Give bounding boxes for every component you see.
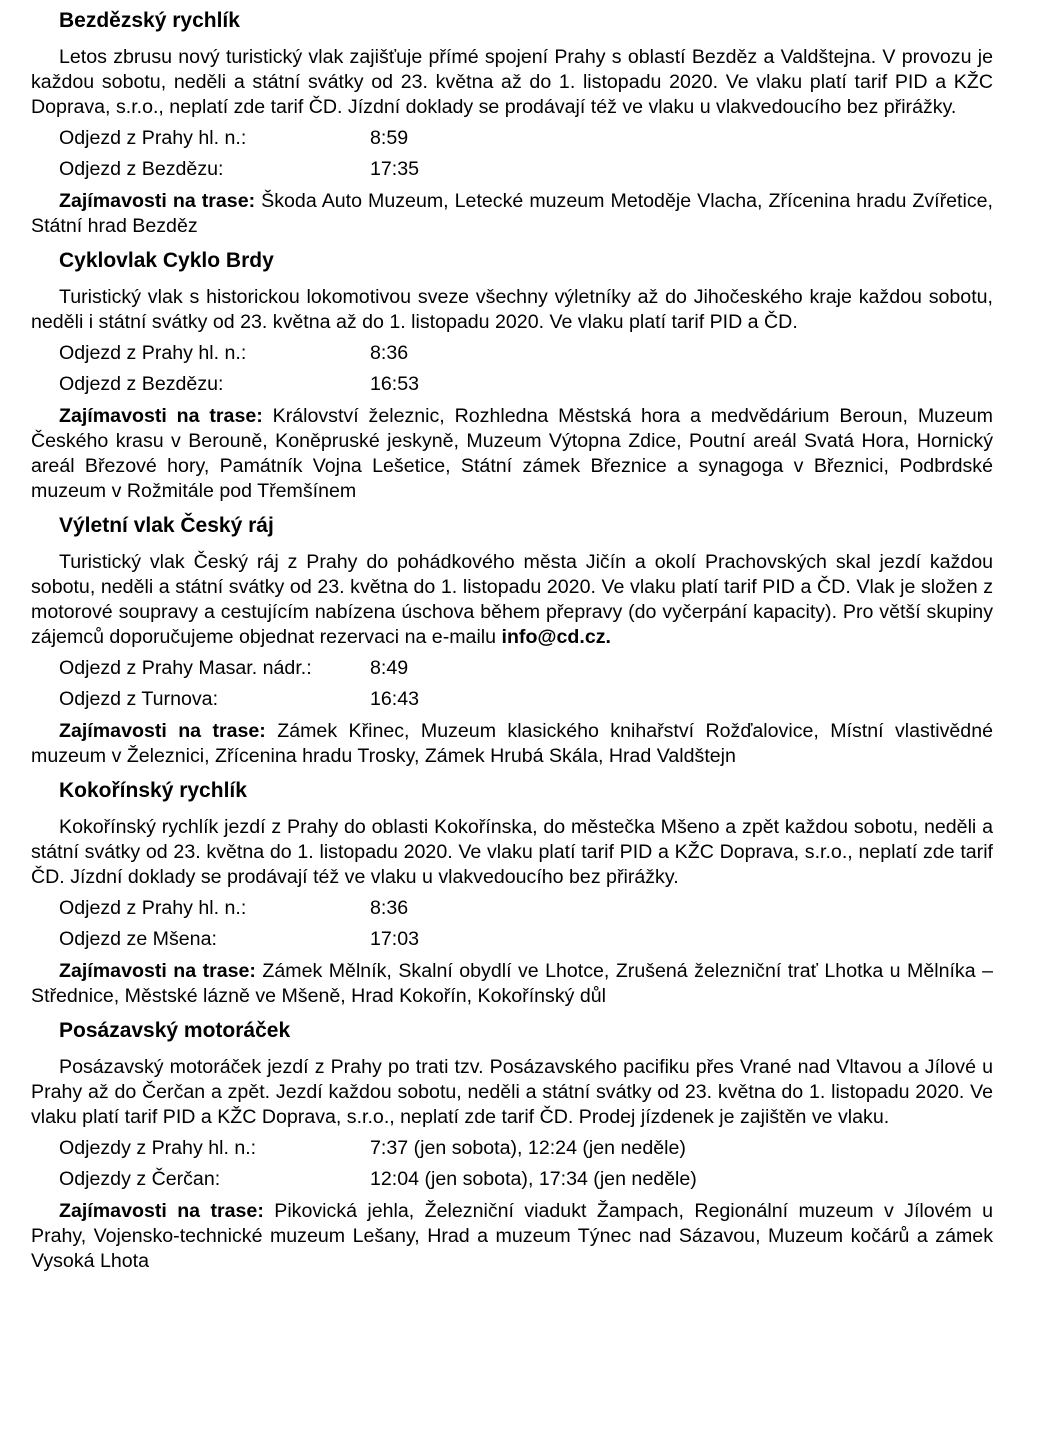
departure-label: Odjezd z Turnova: xyxy=(59,688,219,710)
email-link[interactable]: info@cd.cz. xyxy=(501,626,611,648)
departure-time: 16:53 xyxy=(370,373,420,395)
attractions-list: Zámek Mělník, Skalní obydlí ve Lhotce, Zrušená železniční trať Lhotka u Mělníka – Střednice, Městské lázně ve Mšeně, Hrad Kokořín, Kokořínský důl xyxy=(31,960,993,1007)
departure-time: 16:43 xyxy=(370,688,420,710)
attractions-label: Zajímavosti na trase: xyxy=(59,190,256,212)
departure-row xyxy=(31,1136,993,1161)
departure-label: Odjezd z Prahy hl. n.: xyxy=(59,127,247,149)
attractions-list: Zámek Křinec, Muzeum klasického knihařství Rožďalovice, Místní vlastivědné muzeum v Železnici, Zřícenina hradu Trosky, Zámek Hrubá Skála, Hrad Valdštejn xyxy=(31,720,993,767)
section-cyklovlak-cyklo-brdy xyxy=(31,248,993,504)
section-description: Turistický vlak s historickou lokomotivou sveze všechny výletníky až do Jihočeského kraje každou sobotu, neděli i státní svátky od 23. května až do 1. listopadu 2020. Ve vlaku platí tarif PID a ČD. xyxy=(31,286,993,333)
attractions-label: Zajímavosti na trase: xyxy=(59,720,266,742)
departure-row xyxy=(31,372,993,397)
section-description: Letos zbrusu nový turistický vlak zajišťuje přímé spojení Prahy s oblastí Bezděz a Valdštejna. V provozu je každou sobotu, neděli a státní svátky od 23. května až do 1. listopadu 2020. Ve vlaku platí tarif PID a KŽC Doprava, s.r.o., neplatí zde tarif ČD. Jízdní doklady se prodávají též ve vlaku u vlakvedoucího bez přirážky. xyxy=(31,46,993,118)
description-text: Turistický vlak Český ráj z Prahy do pohádkového města Jičín a okolí Prachovských skal jezdí každou sobotu, neděli a státní svátky od 23. května do 1. listopadu 2020. Ve vlaku platí tarif PID a ČD. Vlak je složen z motorové soupravy a cestujícím nabízena úschova během přepravy (do vyčerpání kapacity). Pro větší skupiny zájemců doporučujeme objednat rezervaci na e-mailu xyxy=(31,551,993,648)
section-kokorinsky-rychlik xyxy=(31,778,993,1009)
section-title: Bezdězský rychlík xyxy=(59,9,240,32)
departure-label: Odjezd z Prahy Masar. nádr.: xyxy=(59,657,312,679)
departure-label: Odjezdy z Prahy hl. n.: xyxy=(59,1137,257,1159)
departure-row xyxy=(31,687,993,712)
section-title: Cyklovlak Cyklo Brdy xyxy=(59,249,274,272)
departure-time: 7:37 (jen sobota), 12:24 (jen neděle) xyxy=(370,1137,686,1159)
attractions-list: Království železnic, Rozhledna Městská hora a medvědárium Beroun, Muzeum Českého krasu v Berouně, Koněpruské jeskyně, Muzeum Výtopna Zdice, Poutní areál Svatá Hora, Hornický areál Březové hory, Památník Vojna Lešetice, Státní zámek Březnice a synagoga v Březnici, Podbrdské muzeum v Rožmitále pod Třemšínem xyxy=(31,405,993,502)
attractions-label: Zajímavosti na trase: xyxy=(59,405,263,427)
attractions-paragraph xyxy=(31,404,993,504)
section-description: Posázavský motoráček jezdí z Prahy po trati tzv. Posázavského pacifiku přes Vrané nad Vltavou a Jílové u Prahy až do Čerčan a zpět. Jezdí každou sobotu, neděli a státní svátky od 23. května do 1. listopadu 2020. Ve vlaku platí tarif PID a KŽC Doprava, s.r.o., neplatí zde tarif ČD. Prodej jízdenek je zajištěn ve vlaku. xyxy=(31,1056,993,1128)
departure-row xyxy=(31,126,993,151)
attractions-paragraph xyxy=(31,959,993,1009)
section-bezdezsky-rychlik xyxy=(31,8,993,239)
attractions-list: Pikovická jehla, Železniční viadukt Žampach, Regionální muzeum v Jílovém u Prahy, Vojensko-technické muzeum Lešany, Hrad a muzeum Týnec nad Sázavou, Muzeum kočárů a zámek Vysoká Lhota xyxy=(31,1200,993,1272)
departure-time: 8:59 xyxy=(370,127,409,149)
attractions-list: Škoda Auto Muzeum, Letecké muzeum Metoděje Vlacha, Zřícenina hradu Zvířetice, Státní hrad Bezděz xyxy=(31,190,993,237)
departure-row xyxy=(31,896,993,921)
section-vyletni-vlak-cesky-raj xyxy=(31,513,993,769)
attractions-paragraph xyxy=(31,1199,993,1274)
section-title: Kokořínský rychlík xyxy=(59,779,247,802)
section-title: Výletní vlak Český ráj xyxy=(59,514,274,537)
departure-row xyxy=(31,927,993,952)
departure-label: Odjezd z Prahy hl. n.: xyxy=(59,342,247,364)
departure-time: 17:35 xyxy=(370,158,420,180)
attractions-label: Zajímavosti na trase: xyxy=(59,1200,264,1222)
section-title: Posázavský motoráček xyxy=(59,1019,291,1042)
departure-row xyxy=(31,157,993,182)
attractions-paragraph xyxy=(31,189,993,239)
departure-time: 12:04 (jen sobota), 17:34 (jen neděle) xyxy=(370,1168,697,1190)
departure-label: Odjezd z Bezdězu: xyxy=(59,373,224,395)
attractions-paragraph xyxy=(31,719,993,769)
departure-label: Odjezd ze Mšena: xyxy=(59,928,217,950)
departure-label: Odjezdy z Čerčan: xyxy=(59,1168,221,1190)
departure-time: 8:49 xyxy=(370,657,409,679)
departure-row xyxy=(31,656,993,681)
departure-time: 8:36 xyxy=(370,897,409,919)
departure-label: Odjezd z Bezdězu: xyxy=(59,158,224,180)
attractions-label: Zajímavosti na trase: xyxy=(59,960,256,982)
departure-row xyxy=(31,341,993,366)
departure-time: 8:36 xyxy=(370,342,409,364)
section-posazavsky-motoracek xyxy=(31,1018,993,1274)
departure-label: Odjezd z Prahy hl. n.: xyxy=(59,897,247,919)
section-description xyxy=(31,550,993,650)
departure-row xyxy=(31,1167,993,1192)
departure-time: 17:03 xyxy=(370,928,420,950)
section-description: Kokořínský rychlík jezdí z Prahy do oblasti Kokořínska, do městečka Mšeno a zpět každou sobotu, neděli a státní svátky od 23. května do 1. listopadu 2020. Ve vlaku platí tarif PID a KŽC Doprava, s.r.o., neplatí zde tarif ČD. Jízdní doklady se prodávají též ve vlaku u vlakvedoucího bez přirážky. xyxy=(31,816,993,888)
